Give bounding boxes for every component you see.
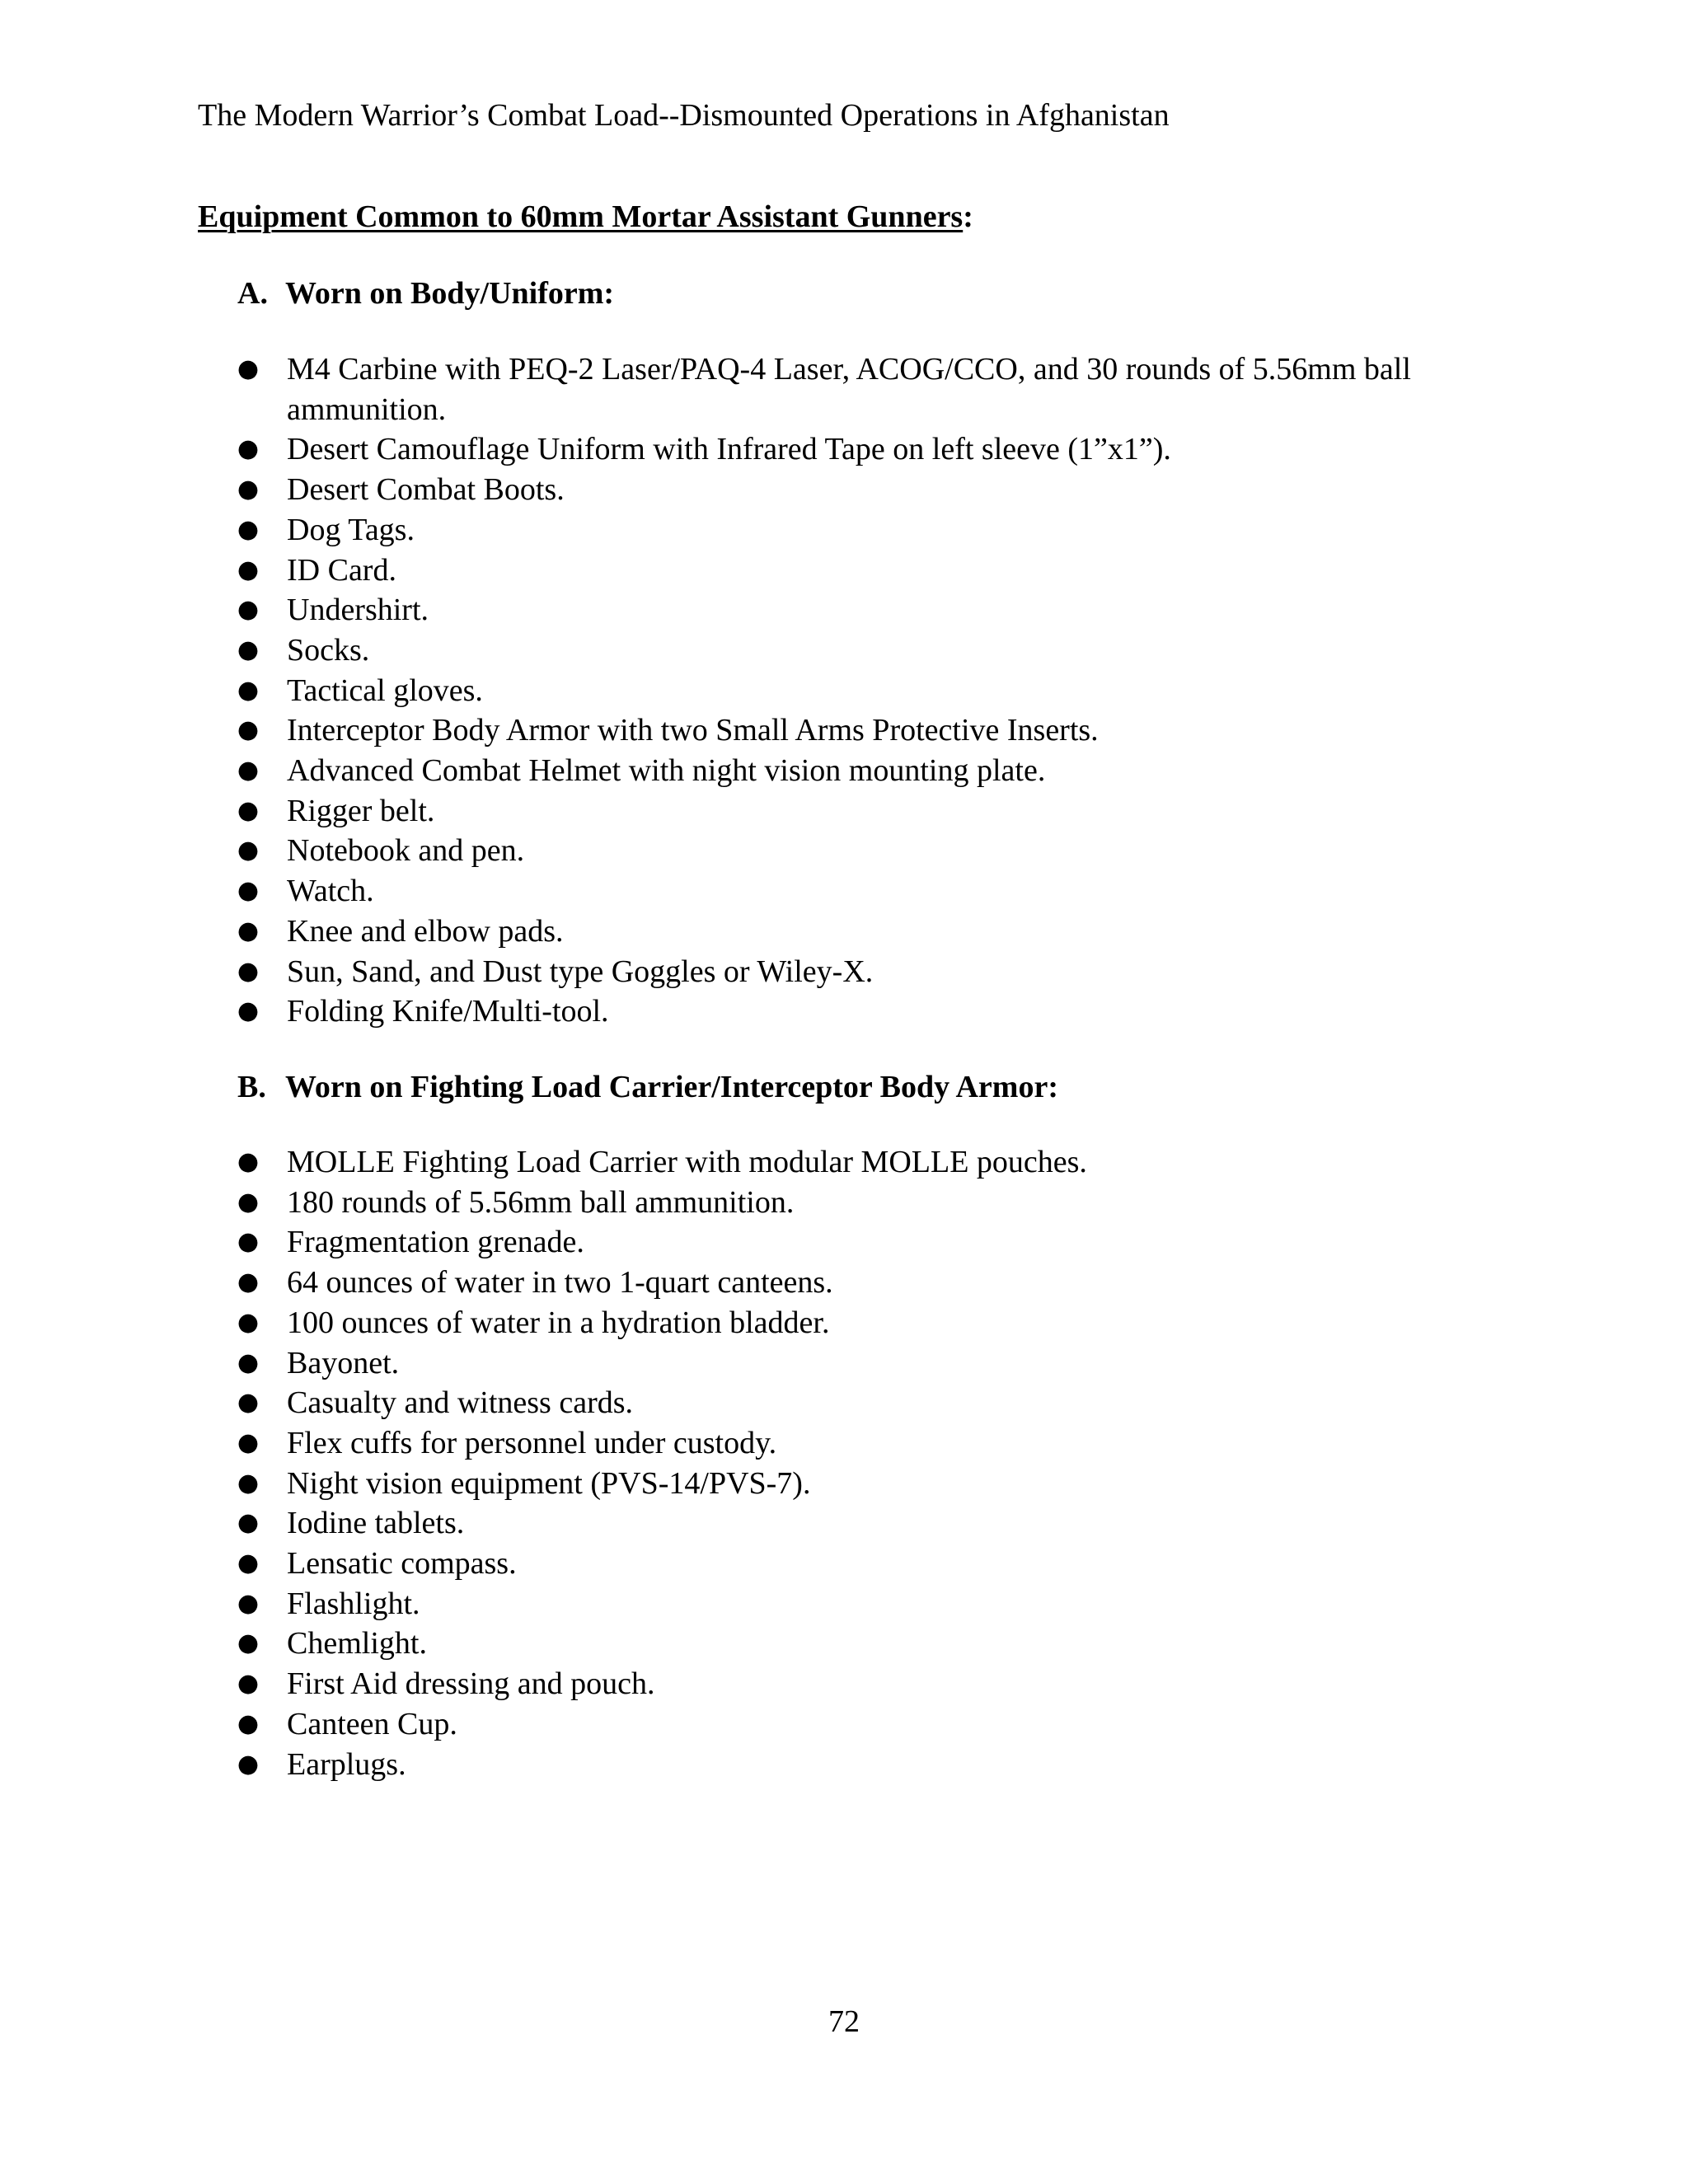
list-item — [236, 1464, 1522, 1504]
list-item-text: Flex cuffs for personnel under custody. — [287, 1425, 777, 1460]
list-item — [236, 1142, 1522, 1183]
list-item-text: Tactical gloves. — [287, 673, 483, 708]
bullet-icon: ● — [237, 1588, 260, 1618]
list-item — [236, 1584, 1522, 1624]
bullet-icon: ● — [237, 475, 260, 504]
list-item — [236, 831, 1522, 871]
subheading-worn-on-fighting-load-carrier — [237, 1068, 1058, 1106]
list-item — [236, 1745, 1522, 1785]
bullet-icon: ● — [237, 956, 260, 986]
list-item-text: 100 ounces of water in a hydration bladder. — [287, 1305, 830, 1340]
list-item-text: Undershirt. — [287, 593, 429, 628]
list-item — [236, 1343, 1522, 1384]
list-item — [236, 1624, 1522, 1664]
list-item-text: ID Card. — [287, 552, 396, 588]
list-item-text: Socks. — [287, 632, 370, 668]
list-item-text: Interceptor Body Armor with two Small Arms Protective Inserts. — [287, 713, 1099, 748]
subheading-letter: B. — [237, 1070, 266, 1104]
bullet-icon: ● — [237, 795, 260, 825]
list-item — [236, 1222, 1522, 1263]
list-item — [236, 751, 1522, 791]
list-item-text: Flashlight. — [287, 1586, 420, 1621]
list-item — [236, 470, 1522, 510]
bullet-icon: ● — [237, 354, 260, 383]
bullet-icon: ● — [237, 715, 260, 745]
section-title — [198, 198, 973, 236]
bullet-icon: ● — [237, 514, 260, 544]
list-item — [236, 551, 1522, 591]
bullet-icon: ● — [237, 1427, 260, 1457]
list-item-text: Desert Combat Boots. — [287, 472, 565, 508]
bullet-icon: ● — [237, 1749, 260, 1779]
subheading-worn-on-body — [237, 274, 614, 312]
list-item — [236, 991, 1522, 1032]
list-item-text: Chemlight. — [287, 1626, 427, 1661]
list-item — [236, 1263, 1522, 1303]
bullet-icon: ● — [237, 1629, 260, 1658]
list-item — [236, 349, 1522, 429]
list-item-text: Advanced Combat Helmet with night vision mounting plate. — [287, 753, 1046, 789]
section-title-text: Equipment Common to 60mm Mortar Assistant Gunners — [198, 199, 964, 234]
list-item-text: Rigger belt. — [287, 793, 435, 828]
bullet-icon: ● — [237, 675, 260, 705]
list-item — [236, 871, 1522, 912]
list-item — [236, 912, 1522, 952]
bullet-icon: ● — [237, 1708, 260, 1738]
list-item — [236, 630, 1522, 671]
list-item — [236, 429, 1522, 470]
bullet-icon: ● — [237, 1347, 260, 1377]
list-item-text: Knee and elbow pads. — [287, 913, 564, 949]
list-item-text: Watch. — [287, 874, 374, 909]
list-item-text: First Aid dressing and pouch. — [287, 1666, 655, 1702]
list-item-text: Earplugs. — [287, 1746, 406, 1782]
bullet-icon: ● — [237, 595, 260, 625]
bullet-icon: ● — [237, 1508, 260, 1538]
list-item — [236, 1503, 1522, 1544]
list-item — [236, 791, 1522, 832]
list-item-text: Canteen Cup. — [287, 1706, 457, 1741]
bullet-icon: ● — [237, 1468, 260, 1497]
bullet-icon: ● — [237, 836, 260, 865]
list-item-text: Iodine tablets. — [287, 1506, 465, 1541]
subheading-text: Worn on Fighting Load Carrier/Interceptor Body Armor: — [285, 1070, 1058, 1104]
bullet-icon: ● — [237, 434, 260, 464]
list-item-text: Folding Knife/Multi-tool. — [287, 994, 609, 1029]
bullet-icon: ● — [237, 1147, 260, 1176]
bullet-icon: ● — [237, 756, 260, 785]
list-item — [236, 1303, 1522, 1343]
bullet-icon: ● — [237, 1307, 260, 1337]
list-item-text: Night vision equipment (PVS-14/PVS-7). — [287, 1465, 811, 1501]
list-item — [236, 510, 1522, 551]
list-item-text: Fragmentation grenade. — [287, 1225, 584, 1260]
list-item-text: MOLLE Fighting Load Carrier with modular MOLLE pouches. — [287, 1145, 1087, 1179]
list-item — [236, 1423, 1522, 1464]
page-number: 72 — [828, 2004, 860, 2039]
subheading-text: Worn on Body/Uniform: — [285, 276, 615, 311]
list-item-text: Dog Tags. — [287, 512, 415, 547]
bullet-icon: ● — [237, 916, 260, 945]
list-item-text: M4 Carbine with PEQ-2 Laser/PAQ-4 Laser, ACOG/CCO, and 30 rounds of 5.56mm ball — [287, 352, 1411, 387]
bullet-icon: ● — [237, 555, 260, 584]
list-worn-on-body — [236, 349, 1522, 1032]
section-title-colon: : — [963, 199, 973, 234]
subheading-letter: A. — [237, 276, 268, 311]
list-item — [236, 1544, 1522, 1584]
bullet-icon: ● — [237, 1669, 260, 1699]
list-worn-on-fighting-load-carrier — [236, 1142, 1522, 1784]
bullet-icon: ● — [237, 1549, 260, 1578]
list-item — [236, 671, 1522, 711]
list-item-text: 180 rounds of 5.56mm ball ammunition. — [287, 1184, 795, 1220]
list-item-text: Lensatic compass. — [287, 1546, 517, 1582]
list-item — [236, 590, 1522, 630]
list-item — [236, 1183, 1522, 1223]
bullet-icon: ● — [237, 1268, 260, 1297]
bullet-icon: ● — [237, 1227, 260, 1257]
list-item-text-continued: ammunition. — [287, 391, 447, 427]
list-item-text: Sun, Sand, and Dust type Goggles or Wiley-X. — [287, 954, 874, 989]
bullet-icon: ● — [237, 1187, 260, 1216]
list-item-text: Casualty and witness cards. — [287, 1385, 634, 1421]
bullet-icon: ● — [237, 635, 260, 664]
list-item — [236, 710, 1522, 751]
list-item-text: Desert Camouflage Uniform with Infrared Tape on left sleeve (1”x1”). — [287, 432, 1171, 467]
list-item — [236, 1383, 1522, 1423]
bullet-icon: ● — [237, 1388, 260, 1418]
list-item — [236, 952, 1522, 992]
list-item-text: Bayonet. — [287, 1345, 400, 1380]
bullet-icon: ● — [237, 876, 260, 906]
list-item — [236, 1664, 1522, 1704]
list-item — [236, 1704, 1522, 1745]
list-item-text: Notebook and pen. — [287, 833, 525, 869]
bullet-icon: ● — [237, 996, 260, 1026]
running-header: The Modern Warrior’s Combat Load--Dismounted Operations in Afghanistan — [198, 98, 1170, 133]
list-item-text: 64 ounces of water in two 1-quart canteens. — [287, 1265, 833, 1301]
